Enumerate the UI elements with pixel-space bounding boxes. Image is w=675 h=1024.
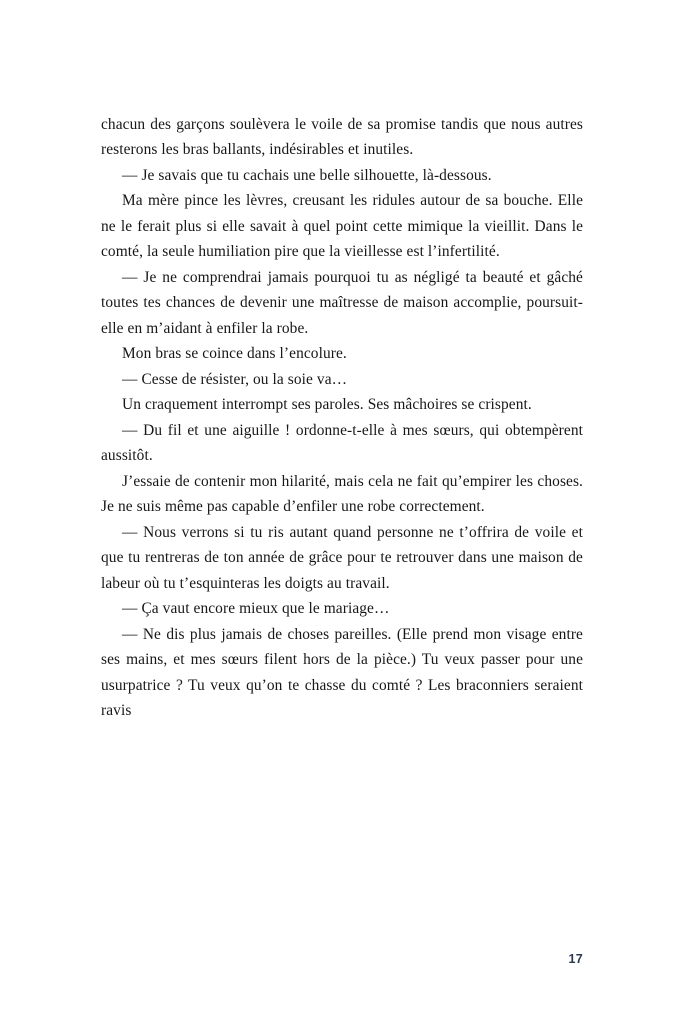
- paragraph: Un craquement interrompt ses paroles. Ses mâchoires se crispent.: [122, 396, 532, 414]
- paragraph: — Ça vaut encore mieux que le mariage…: [122, 600, 390, 618]
- paragraph: Mon bras se coince dans l’encolure.: [122, 345, 347, 363]
- paragraph: — Du fil et une aiguille ! ordonne-t-elle à mes sœurs, qui obtempèrent aussitôt.: [101, 421, 583, 465]
- paragraph: J’essaie de contenir mon hilarité, mais cela ne fait qu’empirer les choses. Je ne suis même pas capable d’enfiler une robe correctement.: [101, 472, 583, 516]
- paragraph: — Nous verrons si tu ris autant quand personne ne t’offrira de voile et que tu rentreras de ton année de grâce pour te retrouver dans une maison de labeur où tu t’esquinteras les doigts au travail.: [101, 523, 583, 592]
- paragraph: chacun des garçons soulèvera le voile de sa promise tandis que nous autres resterons les bras ballants, indésirables et inutiles.: [101, 116, 583, 159]
- paragraph: — Cesse de résister, ou la soie va…: [122, 370, 348, 388]
- paragraph: Ma mère pince les lèvres, creusant les ridules autour de sa bouche. Elle ne le ferait plus si elle savait à quel point cette mimique la vieillit. Dans le comté, la seule humiliation pire que la vieillesse est l’infertilité.: [101, 192, 583, 261]
- paragraph: — Je savais que tu cachais une belle silhouette, là-dessous.: [122, 166, 492, 184]
- paragraph: — Ne dis plus jamais de choses pareilles. (Elle prend mon visage entre ses mains, et mes sœurs filent hors de la pièce.) Tu veux passer pour une usurpatrice ? Tu veux qu’on te chasse du comté ? Les braconniers seraient ravis: [101, 625, 583, 720]
- body-text: [101, 112, 583, 724]
- paragraph: — Je ne comprendrai jamais pourquoi tu as négligé ta beauté et gâché toutes tes chances de devenir une maîtresse de maison accomplie, poursuit-elle en m’aidant à enfiler la robe.: [101, 268, 583, 337]
- page-number: 17: [568, 952, 583, 966]
